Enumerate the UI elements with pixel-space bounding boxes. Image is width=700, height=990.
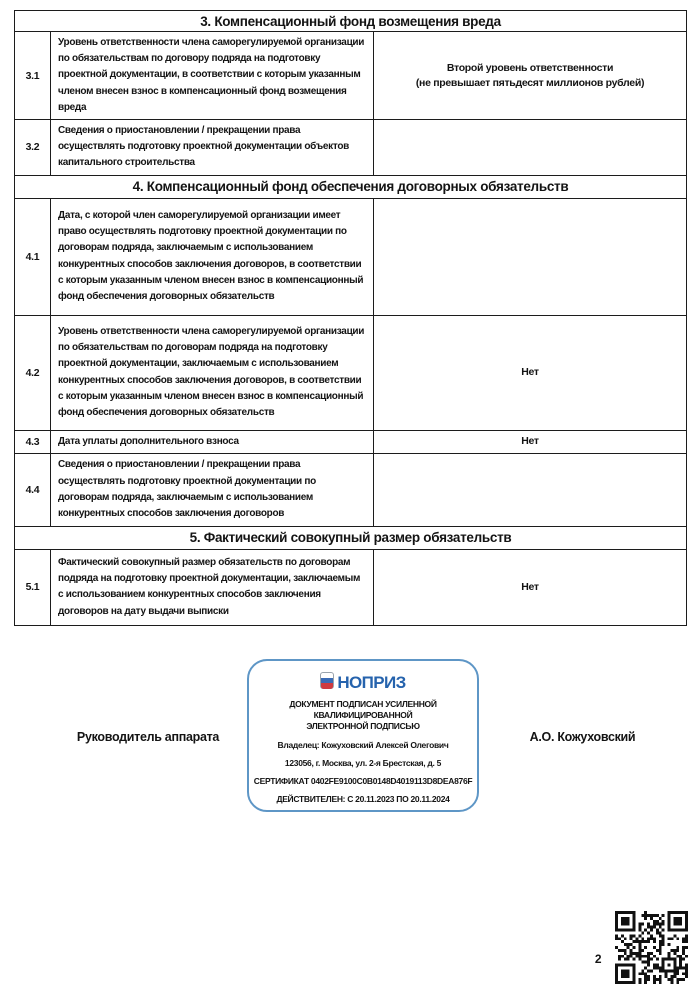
section-title: 4. Компенсационный фонд обеспечения договорных обязательств — [15, 175, 687, 198]
row-number: 5.1 — [15, 549, 51, 625]
row-value — [374, 120, 687, 176]
stamp-validity: ДЕЙСТВИТЕЛЕН: С 20.11.2023 ПО 20.11.2024 — [276, 794, 450, 804]
stamp-heading-line: ДОКУМЕНТ ПОДПИСАН УСИЛЕННОЙ КВАЛИФИЦИРОВАННОЙ — [289, 699, 437, 720]
row-number: 4.4 — [15, 453, 51, 526]
row-label: Фактический совокупный размер обязательств по договорам подряда на подготовку проектной документации, заключаемым с использованием конкурентных способов заключения договоров на дату выдачи выписки — [51, 549, 374, 625]
stamp-certificate: СЕРТИФИКАТ 0402FE9100C0B0148D4019113D8DEA876F — [253, 776, 473, 786]
nopriz-logo — [320, 673, 405, 692]
section-header-row — [15, 11, 687, 32]
row-number: 3.2 — [15, 120, 51, 176]
section-header-row — [15, 526, 687, 549]
row-label: Сведения о приостановлении / прекращении права осуществлять подготовку проектной документации по договорам подряда, заключаемым с использованием конкурентных способов заключения договоров — [51, 453, 374, 526]
row-number: 3.1 — [15, 32, 51, 120]
row-label: Дата уплаты дополнительного взноса — [51, 430, 374, 453]
page-number: 2 — [594, 952, 602, 966]
row-value-line: (не превышает пятьдесят миллионов рублей) — [415, 76, 645, 89]
section-header-row — [15, 175, 687, 198]
table-row — [15, 315, 687, 430]
membership-extract-table — [14, 10, 687, 626]
table-row — [15, 453, 687, 526]
row-label: Сведения о приостановлении / прекращении права осуществлять подготовку проектной документации объектов капитального строительства — [51, 120, 374, 176]
table-row — [15, 32, 687, 120]
row-value: Нет — [374, 315, 687, 430]
row-label: Уровень ответственности члена саморегулируемой организации по обязательствам по договорам подряда на подготовку проектной документации, заключаемым с использованием конкурентных способов заключения договоров, в соответствии с которым указанным членом внесен взнос в компенсационный фонд обеспечения договорных обязательств — [51, 315, 374, 430]
row-label: Дата, с которой член саморегулируемой организации имеет право осуществлять подготовку проектной документации по договорам подряда, заключаемым с использованием конкурентных способов заключения договоров, в соответствии с которым указанным членом внесен взнос в компенсационный фонд обеспечения договорных обязательств — [51, 198, 374, 315]
stamp-owner: Владелец: Кожуховский Алексей Олегович — [277, 740, 449, 750]
row-value: Нет — [374, 549, 687, 625]
table-row — [15, 120, 687, 176]
digital-signature-stamp — [247, 659, 479, 812]
qr-code — [615, 911, 688, 984]
table-row — [15, 549, 687, 625]
row-value: Нет — [374, 430, 687, 453]
table-row — [15, 430, 687, 453]
stamp-heading-line: ЭЛЕКТРОННОЙ ПОДПИСЬЮ — [306, 721, 420, 731]
row-number: 4.2 — [15, 315, 51, 430]
row-value — [374, 198, 687, 315]
signature-person-name: А.О. Кожуховский — [529, 730, 636, 744]
table-row — [15, 198, 687, 315]
section-title: 3. Компенсационный фонд возмещения вреда — [15, 11, 687, 32]
row-number: 4.3 — [15, 430, 51, 453]
row-value-line: Второй уровень ответственности — [446, 61, 614, 74]
stamp-heading — [249, 699, 477, 732]
russia-flag-emblem-icon — [320, 672, 334, 694]
row-label: Уровень ответственности члена саморегулируемой организации по обязательствам по договору подряда на подготовку проектной документации, в соответствии с которым указанным членом внесен взнос в компенсационный фонд возмещения вреда — [51, 32, 374, 120]
section-title: 5. Фактический совокупный размер обязательств — [15, 526, 687, 549]
row-number: 4.1 — [15, 198, 51, 315]
row-value — [374, 453, 687, 526]
signature-position-title: Руководитель аппарата — [76, 730, 220, 744]
row-value — [374, 32, 687, 120]
stamp-address: 123056, г. Москва, ул. 2-я Брестская, д. 5 — [284, 758, 442, 768]
nopriz-logo-text: НОПРИЗ — [337, 672, 406, 692]
